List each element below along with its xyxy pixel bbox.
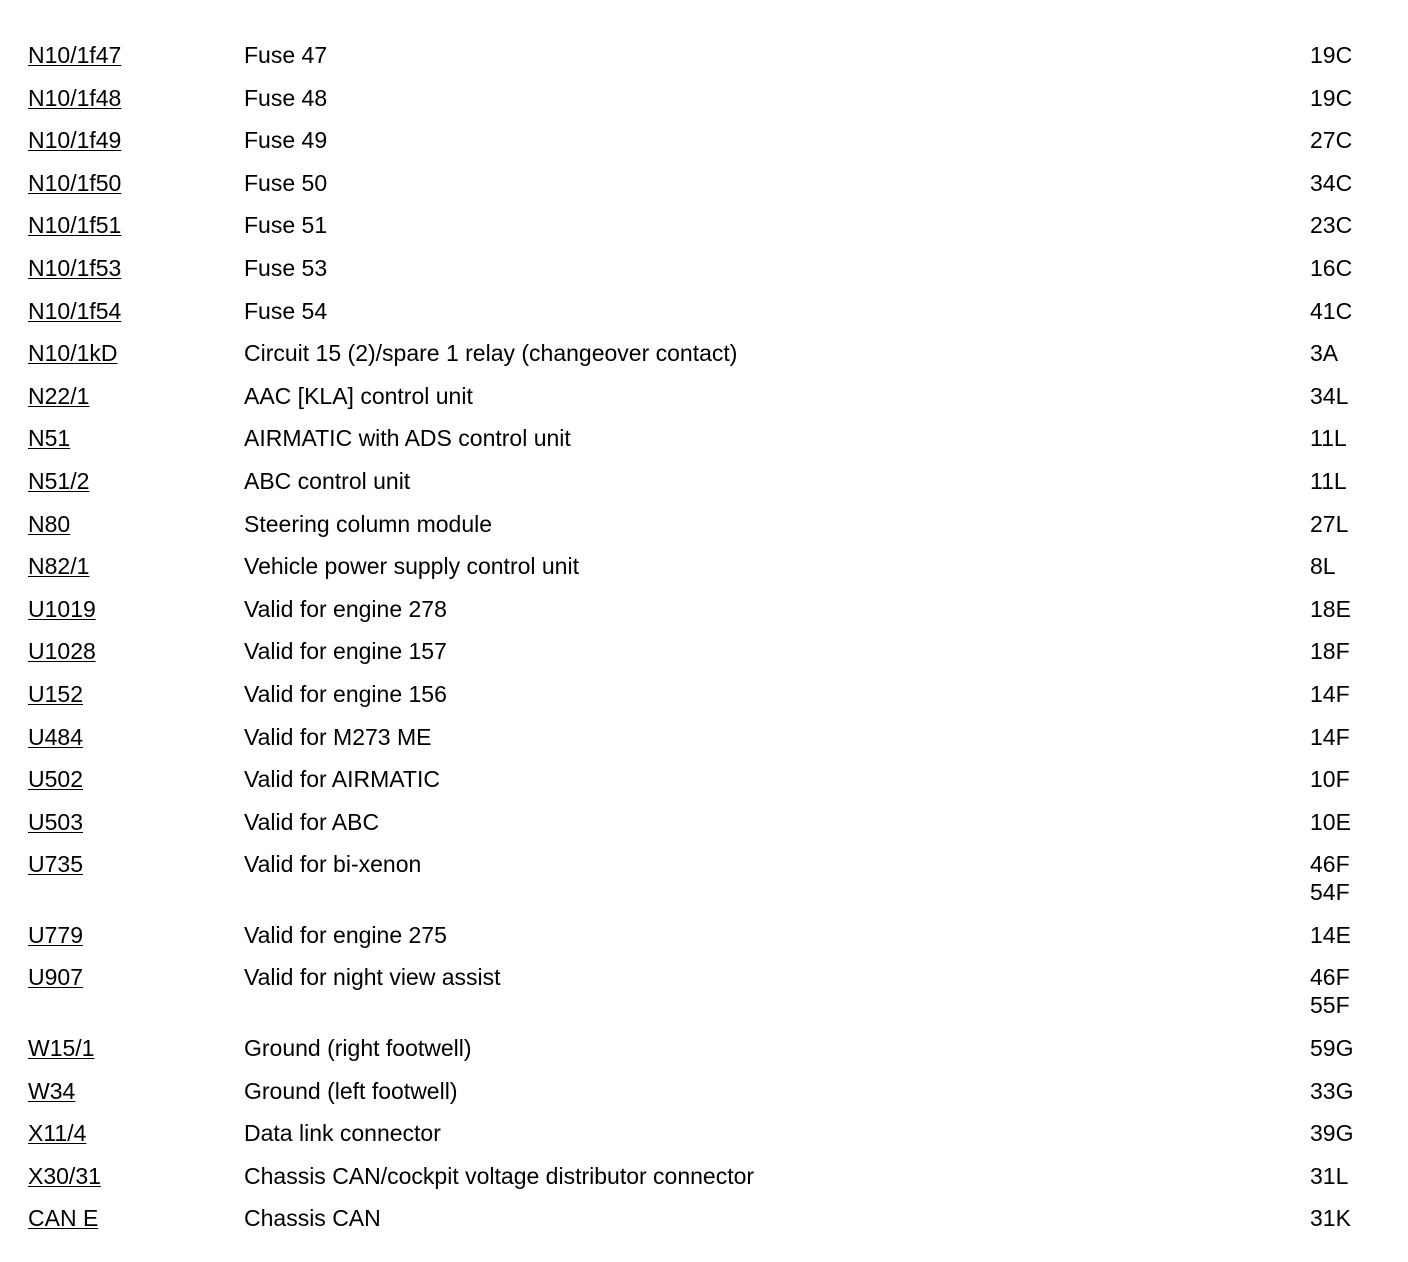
grid-reference-list xyxy=(1310,84,1352,112)
grid-reference: 27C xyxy=(1310,127,1353,154)
component-code-link[interactable]: N80 xyxy=(28,510,71,537)
grid-reference: 34L xyxy=(1310,382,1349,409)
component-description: Valid for engine 278 xyxy=(244,595,447,622)
component-description: Valid for M273 ME xyxy=(244,723,432,750)
legend-row xyxy=(0,631,1408,674)
legend-row xyxy=(0,957,1408,1028)
grid-reference: 55F xyxy=(1310,992,1350,1019)
grid-reference-list xyxy=(1310,1204,1351,1232)
component-description: Chassis CAN xyxy=(244,1205,381,1232)
component-description: Ground (right footwell) xyxy=(244,1035,472,1062)
component-description: Valid for AIRMATIC xyxy=(244,766,440,793)
component-code-link[interactable]: U1019 xyxy=(28,595,96,622)
grid-reference: 18E xyxy=(1310,595,1351,622)
grid-reference: 18F xyxy=(1310,638,1350,665)
grid-reference: 33G xyxy=(1310,1077,1354,1104)
component-code-link[interactable]: N10/1f51 xyxy=(28,212,122,239)
legend-row xyxy=(0,674,1408,717)
grid-reference: 59G xyxy=(1310,1035,1354,1062)
component-code-link[interactable]: N51 xyxy=(28,425,71,452)
legend-row xyxy=(0,248,1408,291)
component-description: Valid for night view assist xyxy=(244,964,501,991)
grid-reference: 27L xyxy=(1310,510,1349,537)
component-code-link[interactable]: CAN E xyxy=(28,1205,99,1232)
component-code-link[interactable]: X30/31 xyxy=(28,1162,101,1189)
grid-reference-list xyxy=(1310,211,1352,239)
grid-reference-list xyxy=(1310,850,1350,906)
grid-reference: 31K xyxy=(1310,1205,1351,1232)
legend-row xyxy=(0,418,1408,461)
grid-reference-list xyxy=(1310,297,1352,325)
component-code-link[interactable]: U484 xyxy=(28,723,83,750)
component-description: Fuse 53 xyxy=(244,254,328,281)
legend-row xyxy=(0,802,1408,845)
grid-reference-list xyxy=(1310,765,1350,793)
component-description: Steering column module xyxy=(244,510,493,537)
component-code-link[interactable]: W15/1 xyxy=(28,1035,95,1062)
grid-reference: 8L xyxy=(1310,553,1336,580)
component-description: Fuse 51 xyxy=(244,212,328,239)
grid-reference: 14E xyxy=(1310,921,1351,948)
legend-row xyxy=(0,78,1408,121)
component-description: Fuse 49 xyxy=(244,127,328,154)
component-description: Fuse 50 xyxy=(244,169,328,196)
grid-reference: 23C xyxy=(1310,212,1353,239)
grid-reference-list xyxy=(1310,1077,1353,1105)
grid-reference-list xyxy=(1310,510,1348,538)
component-description: Chassis CAN/cockpit voltage distributor connector xyxy=(244,1162,755,1189)
grid-reference: 11L xyxy=(1310,467,1347,494)
grid-reference: 10E xyxy=(1310,808,1351,835)
grid-reference: 19C xyxy=(1310,42,1353,68)
grid-reference: 3A xyxy=(1310,340,1339,367)
grid-reference-list xyxy=(1310,680,1350,708)
component-code-link[interactable]: U779 xyxy=(28,921,83,948)
grid-reference: 11L xyxy=(1310,425,1347,452)
legend-row xyxy=(0,1156,1408,1199)
component-code-link[interactable]: U502 xyxy=(28,766,83,793)
legend-row xyxy=(0,546,1408,589)
component-code-link[interactable]: U1028 xyxy=(28,638,96,665)
grid-reference-list xyxy=(1310,723,1350,751)
component-description: ABC control unit xyxy=(244,467,411,494)
component-code-link[interactable]: U152 xyxy=(28,680,83,707)
legend-row xyxy=(0,759,1408,802)
component-description: Valid for ABC xyxy=(244,808,380,835)
grid-reference-list xyxy=(1310,467,1347,495)
component-description: Valid for bi-xenon xyxy=(244,851,422,878)
grid-reference-list xyxy=(1310,1119,1353,1147)
legend-row xyxy=(0,205,1408,248)
component-code-link[interactable]: U735 xyxy=(28,851,83,878)
component-description: Fuse 47 xyxy=(244,42,328,68)
legend-row xyxy=(0,1198,1408,1241)
grid-reference: 19C xyxy=(1310,84,1353,111)
component-description: Valid for engine 157 xyxy=(244,638,447,665)
component-code-link[interactable]: U907 xyxy=(28,964,83,991)
component-description: Fuse 54 xyxy=(244,297,328,324)
grid-reference-list xyxy=(1310,339,1338,367)
grid-reference-list xyxy=(1310,382,1348,410)
legend-row xyxy=(0,291,1408,334)
grid-reference: 31L xyxy=(1310,1162,1349,1189)
grid-reference-list xyxy=(1310,808,1351,836)
component-description: Valid for engine 156 xyxy=(244,680,447,707)
component-description: Fuse 48 xyxy=(244,84,328,111)
legend-row xyxy=(0,1113,1408,1156)
component-code-link[interactable]: N82/1 xyxy=(28,553,90,580)
grid-reference: 14F xyxy=(1310,680,1350,707)
component-code-link[interactable]: U503 xyxy=(28,808,83,835)
grid-reference-list xyxy=(1310,41,1352,69)
component-description: AIRMATIC with ADS control unit xyxy=(244,425,571,452)
legend-row xyxy=(0,120,1408,163)
grid-reference-list xyxy=(1310,637,1350,665)
grid-reference: 46F xyxy=(1310,964,1350,991)
legend-row xyxy=(0,1028,1408,1071)
grid-reference-list xyxy=(1310,595,1351,623)
component-code-link[interactable]: N10/1f54 xyxy=(28,297,122,324)
grid-reference-list xyxy=(1310,1162,1348,1190)
legend-row xyxy=(0,333,1408,376)
component-code-link[interactable]: N10/1f47 xyxy=(28,42,122,68)
grid-reference-list xyxy=(1310,552,1336,580)
grid-reference: 39G xyxy=(1310,1120,1354,1147)
grid-reference-list xyxy=(1310,169,1352,197)
grid-reference: 16C xyxy=(1310,254,1353,281)
component-description: Circuit 15 (2)/spare 1 relay (changeover contact) xyxy=(244,340,738,367)
legend-row xyxy=(0,461,1408,504)
legend-row xyxy=(0,163,1408,206)
legend-row xyxy=(0,844,1408,915)
legend-row xyxy=(0,589,1408,632)
legend-row xyxy=(0,376,1408,419)
component-code-link[interactable]: W34 xyxy=(28,1077,76,1104)
grid-reference-list xyxy=(1310,424,1347,452)
grid-reference: 14F xyxy=(1310,723,1350,750)
component-legend xyxy=(0,35,1408,1241)
component-code-link[interactable]: N10/1f53 xyxy=(28,254,122,281)
legend-row xyxy=(0,1071,1408,1114)
grid-reference-list xyxy=(1310,921,1351,949)
legend-row xyxy=(0,717,1408,760)
grid-reference: 46F xyxy=(1310,851,1350,878)
legend-row xyxy=(0,915,1408,958)
legend-row xyxy=(0,35,1408,78)
component-code-link[interactable]: N10/1f49 xyxy=(28,127,122,154)
grid-reference-list xyxy=(1310,126,1352,154)
component-description: Vehicle power supply control unit xyxy=(244,553,579,580)
component-code-link[interactable]: N10/1f50 xyxy=(28,169,122,196)
component-code-link[interactable]: N10/1kD xyxy=(28,340,118,367)
grid-reference: 34C xyxy=(1310,169,1353,196)
component-code-link[interactable]: X11/4 xyxy=(28,1120,87,1147)
legend-row xyxy=(0,504,1408,547)
grid-reference: 54F xyxy=(1310,879,1350,906)
component-code-link[interactable]: N10/1f48 xyxy=(28,84,122,111)
grid-reference-list xyxy=(1310,963,1350,1019)
grid-reference-list xyxy=(1310,254,1352,282)
component-code-link[interactable]: N51/2 xyxy=(28,467,90,494)
grid-reference: 41C xyxy=(1310,297,1353,324)
component-description: Valid for engine 275 xyxy=(244,921,447,948)
grid-reference-list xyxy=(1310,1034,1353,1062)
component-description: Data link connector xyxy=(244,1120,441,1147)
grid-reference: 10F xyxy=(1310,766,1350,793)
component-description: AAC [KLA] control unit xyxy=(244,382,473,409)
component-description: Ground (left footwell) xyxy=(244,1077,458,1104)
component-code-link[interactable]: N22/1 xyxy=(28,382,90,409)
